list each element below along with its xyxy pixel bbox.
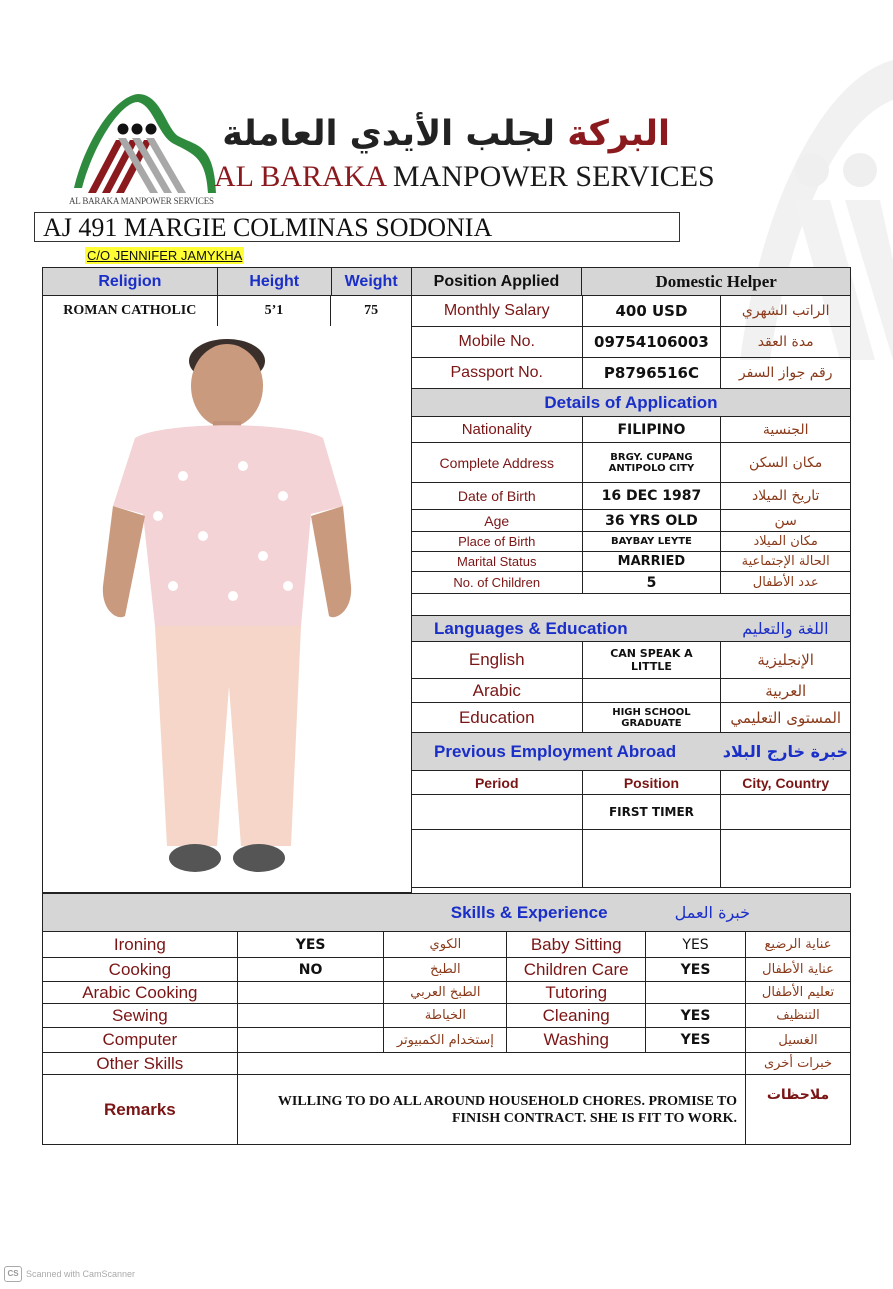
skill-label: Cooking xyxy=(43,958,238,982)
brand-english-rest: MANPOWER SERVICES xyxy=(392,160,715,193)
skill-arabic: تعليم الأطفال xyxy=(746,982,851,1004)
skill-arabic: الخياطة xyxy=(384,1004,507,1028)
employment-period xyxy=(412,830,583,888)
employment-city xyxy=(721,795,851,830)
contact-row xyxy=(412,296,851,327)
other-skills-row xyxy=(43,1053,851,1075)
contact-row xyxy=(412,358,851,389)
skill-arabic: الطبخ العربي xyxy=(384,982,507,1004)
language-value xyxy=(582,679,721,703)
details-arabic: مكان السكن xyxy=(721,443,851,483)
employment-col-position: Position xyxy=(582,771,721,795)
brand-arabic xyxy=(218,112,670,156)
remarks-label: Remarks xyxy=(43,1075,238,1145)
employment-col-city: City, Country xyxy=(721,771,851,795)
position-applied-value: Domestic Helper xyxy=(582,268,851,296)
brand-arabic-rest: لجلب الأيدي العاملة xyxy=(222,114,556,154)
details-row xyxy=(412,552,851,572)
details-label: Nationality xyxy=(412,417,583,443)
basic-info-table xyxy=(42,267,851,296)
language-label: Education xyxy=(412,703,583,733)
language-value: HIGH SCHOOL GRADUATE xyxy=(582,703,721,733)
details-arabic: الجنسية xyxy=(721,417,851,443)
religion-value: ROMAN CATHOLIC xyxy=(43,296,218,327)
skills-table xyxy=(42,893,851,1145)
company-logo xyxy=(66,88,216,200)
skill-label: Sewing xyxy=(43,1004,238,1028)
skill-row xyxy=(43,958,851,982)
language-row xyxy=(412,679,851,703)
header-religion: Religion xyxy=(43,268,218,296)
details-label: No. of Children xyxy=(412,572,583,594)
contact-arabic: الراتب الشهري xyxy=(721,296,851,327)
skill-row xyxy=(43,982,851,1004)
details-label: Complete Address xyxy=(412,443,583,483)
details-row xyxy=(412,443,851,483)
skill-value xyxy=(646,982,746,1004)
brand-english-red: AL BARAKA xyxy=(214,160,386,193)
language-arabic: المستوى التعليمي xyxy=(721,703,851,733)
header-weight: Weight xyxy=(331,268,411,296)
language-label: English xyxy=(412,642,583,679)
contact-row xyxy=(412,327,851,358)
spacer-row xyxy=(412,594,851,616)
skill-value: YES xyxy=(646,958,746,982)
brand-arabic-red: البركة xyxy=(567,114,670,154)
details-value: 5 xyxy=(582,572,721,594)
skill-label: Baby Sitting xyxy=(507,932,646,958)
brand-english xyxy=(214,160,715,194)
details-row xyxy=(412,417,851,443)
skill-label: Children Care xyxy=(507,958,646,982)
language-row xyxy=(412,642,851,679)
skills-section-title: Skills & Experience xyxy=(43,894,646,932)
employment-row xyxy=(412,795,851,830)
skill-value xyxy=(237,1028,384,1053)
language-arabic: الإنجليزية xyxy=(721,642,851,679)
other-skills-arabic: خبرات أخرى xyxy=(746,1053,851,1075)
skill-row xyxy=(43,1004,851,1028)
camscanner-icon: CS xyxy=(4,1266,22,1282)
employment-section-title-arabic: خبرة خارج البلاد xyxy=(721,733,851,771)
languages-section-title-arabic: اللغة والتعليم xyxy=(721,616,851,642)
other-skills-value xyxy=(237,1053,745,1075)
details-value: 16 DEC 1987 xyxy=(582,483,721,510)
skill-value: YES xyxy=(646,1004,746,1028)
skill-label: Computer xyxy=(43,1028,238,1053)
details-value: 36 YRS OLD xyxy=(582,510,721,532)
scanner-footer xyxy=(4,1266,135,1282)
header-position-applied: Position Applied xyxy=(411,268,582,296)
language-row xyxy=(412,703,851,733)
contact-arabic: رقم جواز السفر xyxy=(721,358,851,389)
skill-label: Washing xyxy=(507,1028,646,1053)
care-of-label: C/O JENNIFER JAMYKHA xyxy=(87,248,243,263)
employment-col-period: Period xyxy=(412,771,583,795)
details-arabic: الحالة الإجتماعية xyxy=(721,552,851,572)
skill-value xyxy=(237,982,384,1004)
candidate-title: AJ 491 MARGIE COLMINAS SODONIA xyxy=(34,212,680,242)
height-value: 5’1 xyxy=(217,296,331,327)
logo-caption: AL BARAKA MANPOWER SERVICES xyxy=(69,196,214,206)
remarks-row xyxy=(43,1075,851,1145)
skill-arabic: الكوي xyxy=(384,932,507,958)
employment-section-title: Previous Employment Abroad xyxy=(412,733,721,771)
skill-label: Arabic Cooking xyxy=(43,982,238,1004)
skill-value: YES xyxy=(646,932,746,958)
details-arabic: سن xyxy=(721,510,851,532)
contact-value: 400 USD xyxy=(582,296,721,327)
details-label: Date of Birth xyxy=(412,483,583,510)
details-label: Age xyxy=(412,510,583,532)
skill-arabic: عناية الرضيع xyxy=(746,932,851,958)
candidate-figure xyxy=(43,326,411,891)
language-label: Arabic xyxy=(412,679,583,703)
details-value: BRGY. CUPANG ANTIPOLO CITY xyxy=(582,443,721,483)
skill-arabic: الغسيل xyxy=(746,1028,851,1053)
employment-city xyxy=(721,830,851,888)
contact-arabic: مدة العقد xyxy=(721,327,851,358)
skill-label: Tutoring xyxy=(507,982,646,1004)
application-details-table xyxy=(411,295,851,888)
languages-section-title: Languages & Education xyxy=(412,616,721,642)
contact-value: P8796516C xyxy=(582,358,721,389)
remarks-arabic: ملاحظات xyxy=(746,1075,851,1145)
details-arabic: مكان الميلاد xyxy=(721,532,851,552)
remarks-text: WILLING TO DO ALL AROUND HOUSEHOLD CHORES. PROMISE TO FINISH CONTRACT. SHE IS FIT TO WORK. xyxy=(237,1075,745,1145)
details-value: FILIPINO xyxy=(582,417,721,443)
employment-position xyxy=(582,830,721,888)
header-height: Height xyxy=(217,268,331,296)
contact-label: Mobile No. xyxy=(412,327,583,358)
details-value: BAYBAY LEYTE xyxy=(582,532,721,552)
skill-value xyxy=(237,1004,384,1028)
skills-section-title-arabic: خبرة العمل xyxy=(646,894,851,932)
skill-arabic: عناية الأطفال xyxy=(746,958,851,982)
details-row xyxy=(412,483,851,510)
language-value: CAN SPEAK A LITTLE xyxy=(582,642,721,679)
skill-value: NO xyxy=(237,958,384,982)
skill-value: YES xyxy=(237,932,384,958)
details-value: MARRIED xyxy=(582,552,721,572)
skill-row xyxy=(43,1028,851,1053)
details-row xyxy=(412,510,851,532)
contact-value: 09754106003 xyxy=(582,327,721,358)
skill-value: YES xyxy=(646,1028,746,1053)
skill-row xyxy=(43,932,851,958)
details-label: Marital Status xyxy=(412,552,583,572)
skill-label: Ironing xyxy=(43,932,238,958)
basic-values-row xyxy=(42,295,412,327)
skill-arabic: إستخدام الكمبيوتر xyxy=(384,1028,507,1053)
employment-row xyxy=(412,830,851,888)
skill-arabic: التنظيف xyxy=(746,1004,851,1028)
contact-label: Passport No. xyxy=(412,358,583,389)
skill-label: Cleaning xyxy=(507,1004,646,1028)
other-skills-label: Other Skills xyxy=(43,1053,238,1075)
employment-period xyxy=(412,795,583,830)
weight-value: 75 xyxy=(331,296,412,327)
skill-arabic: الطبخ xyxy=(384,958,507,982)
details-arabic: عدد الأطفال xyxy=(721,572,851,594)
employment-header-row xyxy=(412,771,851,795)
scanner-footer-text: Scanned with CamScanner xyxy=(26,1269,136,1279)
details-arabic: تاريخ الميلاد xyxy=(721,483,851,510)
employment-position: FIRST TIMER xyxy=(582,795,721,830)
contact-label: Monthly Salary xyxy=(412,296,583,327)
details-row xyxy=(412,532,851,552)
candidate-photo xyxy=(42,326,412,893)
language-arabic: العربية xyxy=(721,679,851,703)
details-row xyxy=(412,572,851,594)
details-section-title: Details of Application xyxy=(412,389,851,417)
details-label: Place of Birth xyxy=(412,532,583,552)
